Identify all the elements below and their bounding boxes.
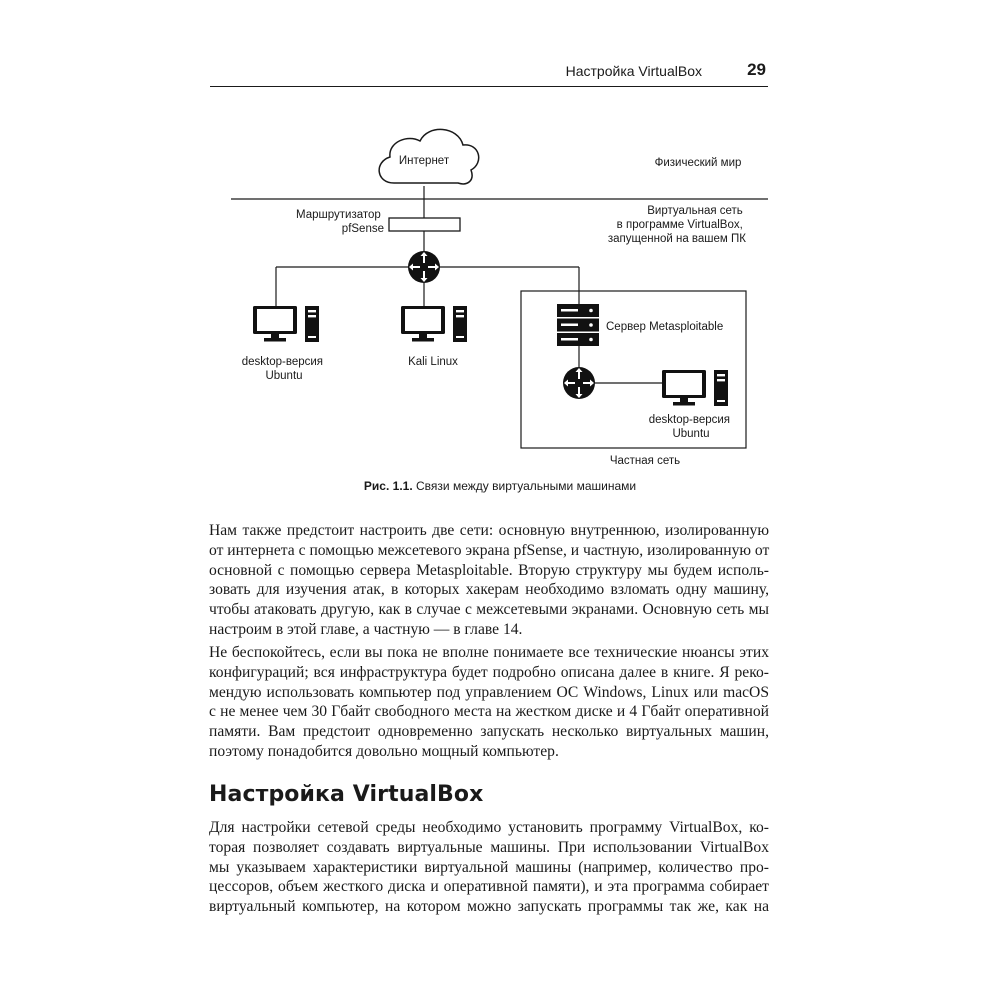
network-diagram <box>0 0 1000 470</box>
paragraph-line: виртуальный компьютер, на котором можно запускать программы так же, как на <box>209 898 769 916</box>
paragraph-line: памяти. Вам предстоит одновременно запускать несколько виртуальных машин, <box>209 723 769 741</box>
paragraph-requirements <box>209 643 769 762</box>
router-label: Маршрутизатор pfSense <box>296 209 384 235</box>
ubuntu-left-computer-icon <box>253 306 319 342</box>
paragraph-line: конфигураций; вся инфраструктура будет подробно описана далее в книге. Я реко- <box>209 663 769 681</box>
figure-caption <box>0 479 1000 493</box>
paragraph-line: чтобы атаковать другую, как в случае с межсетевыми экранами. Основную сеть мы <box>209 601 769 619</box>
internet-label: Интернет <box>398 155 450 167</box>
paragraph-line: основной с помощью сервера Metasploitable. Вторую структуру мы будем исполь- <box>209 561 769 579</box>
kali-label: Kali Linux <box>408 356 458 368</box>
main-router-icon <box>408 251 440 283</box>
paragraph-networks <box>209 521 769 640</box>
paragraph-line: Для настройки сетевой среды необходимо установить программу VirtualBox, ко- <box>209 819 769 836</box>
paragraph-line: мендую использовать компьютер под управлением ОС Windows, Linux или macOS <box>209 683 769 701</box>
private-router-icon <box>563 367 595 399</box>
figure-caption-text: Связи между виртуальными машинами <box>416 479 637 493</box>
virtual-network-label: Виртуальная сеть в программе VirtualBox, запущенной на вашем ПК <box>607 205 746 245</box>
paragraph-virtualbox <box>209 818 769 917</box>
ubuntu-left-label: desktop-версия Ubuntu <box>241 356 324 382</box>
paragraph-line: Нам также предстоит настроить две сети: основную внутреннюю, изолированную <box>209 522 769 539</box>
ubuntu-right-label: desktop-версия Ubuntu <box>648 414 731 440</box>
paragraph-line: с не менее чем 30 Гбайт свободного места на жестком диске и 4 Гбайт оперативной <box>209 703 769 721</box>
paragraph-line: торая позволяет создавать виртуальные машины. При использовании VirtualBox <box>209 838 769 856</box>
physical-world-label: Физический мир <box>654 157 742 169</box>
kali-computer-icon <box>401 306 467 342</box>
metasploitable-server-label: Сервер Metasploitable <box>606 321 724 333</box>
paragraph-line: от интернета с помощью межсетевого экрана pfSense, и частную, изолированную от <box>209 541 770 559</box>
paragraph-line: Не беспокойтесь, если вы пока не вполне понимаете все технические нюансы этих <box>209 644 769 661</box>
ubuntu-right-computer-icon <box>662 370 728 406</box>
page-number: 29 <box>747 60 766 79</box>
private-network-label: Частная сеть <box>609 455 681 467</box>
paragraph-line: настроим в этой главе, а частную — в главе 14. <box>209 620 523 638</box>
paragraph-line: мы указываем характеристики виртуальной машины (например, количество про- <box>209 858 769 876</box>
running-head-title: Настройка VirtualBox <box>565 63 702 79</box>
pfsense-firewall-icon <box>389 218 460 231</box>
paragraph-line: зовать для изучения атак, в которых хакерам необходимо взломать одну машину, <box>209 581 769 599</box>
paragraph-line: поэтому понадобится довольно мощный компьютер. <box>209 742 559 760</box>
section-heading: Настройка VirtualBox <box>209 782 484 807</box>
paragraph-line: цессоров, объем жесткого диска и оперативной памяти), и эта программа собирает <box>209 878 769 896</box>
metasploitable-server-icon <box>557 304 599 346</box>
figure-caption-label: Рис. 1.1. <box>363 479 413 493</box>
